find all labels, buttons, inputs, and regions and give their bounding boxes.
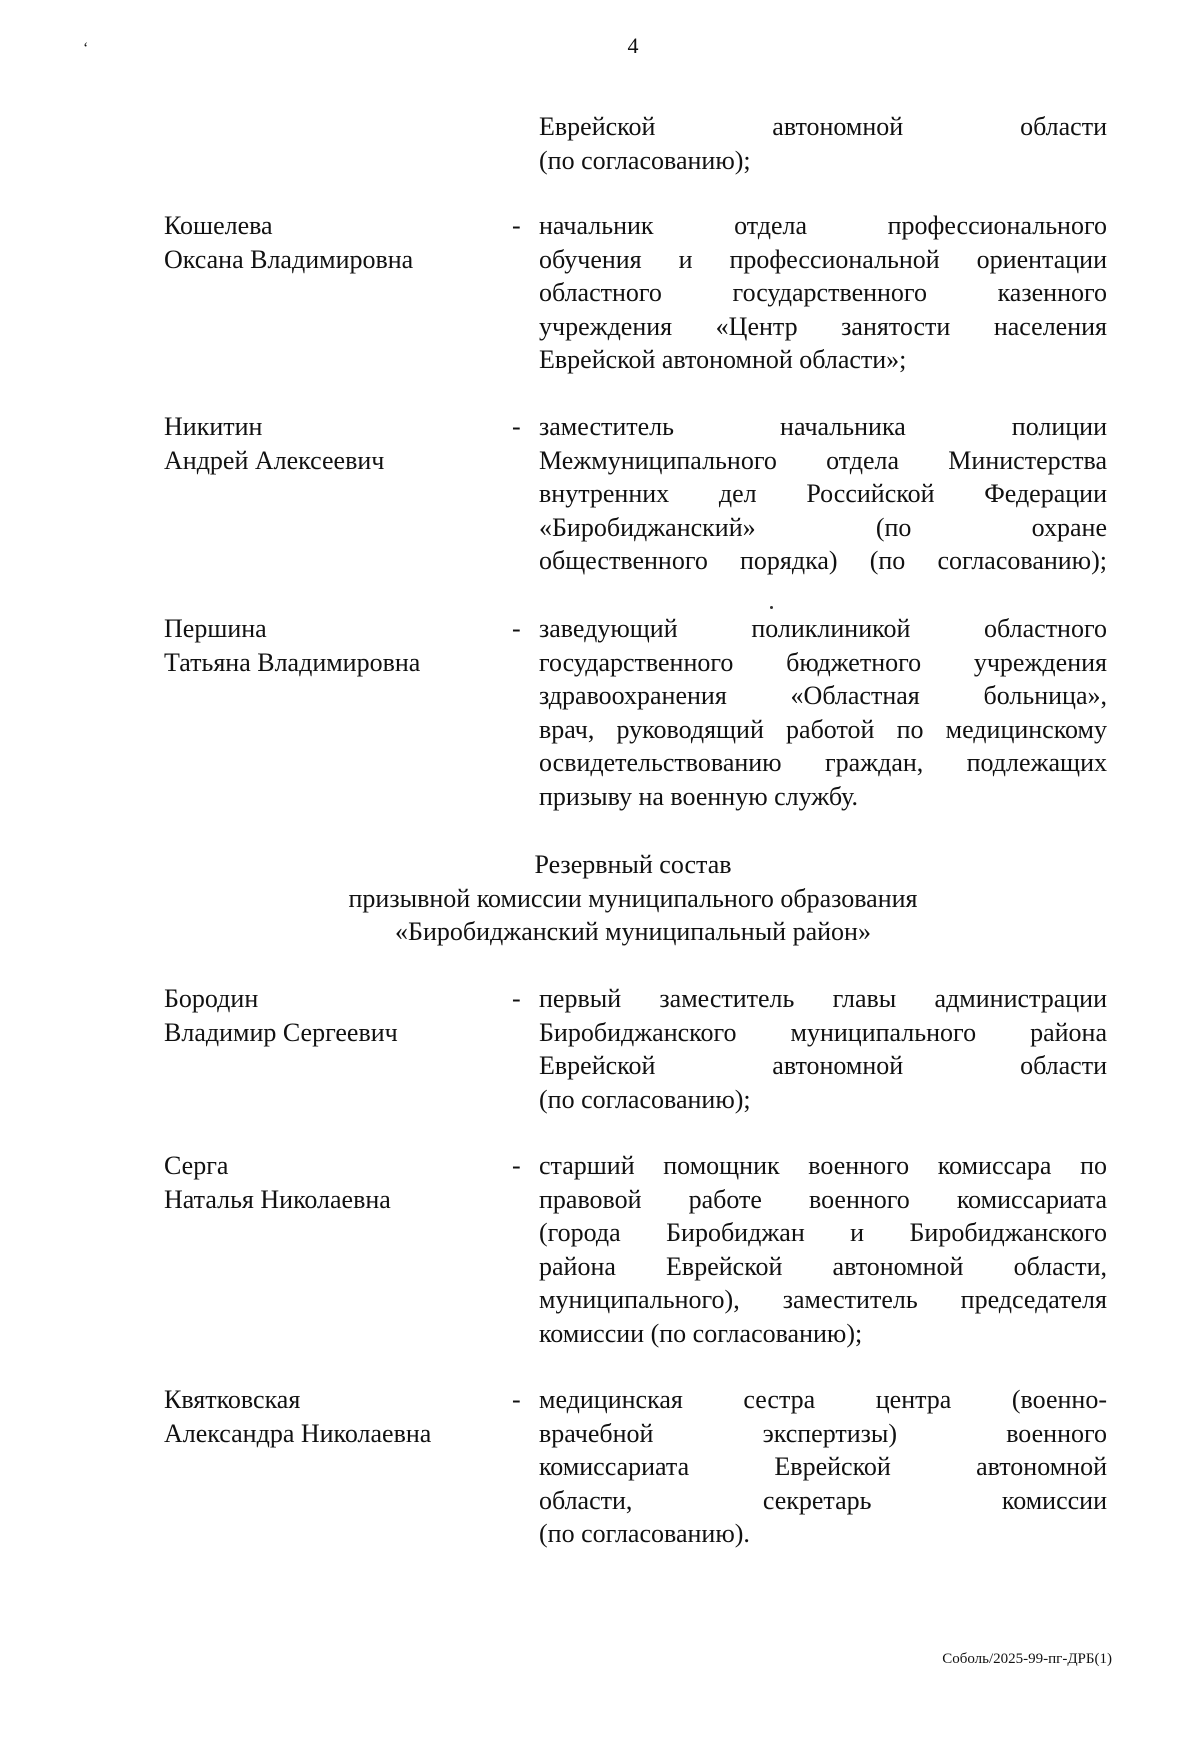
position-line: области, секретарь комиссии	[539, 1485, 1107, 1515]
member-name	[164, 1149, 504, 1216]
position-line: призыву на военную службу.	[539, 781, 859, 811]
position-line: Еврейской автономной области	[539, 1051, 1107, 1080]
page-number: 4	[627, 33, 639, 58]
member-given-names: Татьяна Владимировна	[164, 647, 421, 677]
position-line: медицинская сестра центра (военно-	[539, 1385, 1107, 1414]
member-name	[164, 410, 504, 477]
position-line: общественного порядка) (по согласованию);	[539, 546, 1107, 575]
member-dash: -	[512, 412, 521, 441]
member-given-names: Владимир Сергеевич	[164, 1017, 398, 1047]
position-line: (по согласованию);	[539, 1084, 751, 1114]
member-position	[539, 1149, 1107, 1350]
document-code: Соболь/2025-99-пг-ДРБ(1)	[942, 1651, 1112, 1667]
position-line: Еврейской автономной области»;	[539, 345, 907, 374]
position-line: здравоохранения «Областная больница»,	[539, 681, 1107, 710]
position-line: комиссии (по согласованию);	[539, 1318, 863, 1348]
member-position	[539, 1383, 1107, 1551]
position-line: областного государственного казенного	[539, 278, 1107, 307]
member-surname: Квятковская	[164, 1385, 301, 1414]
position-line: внутренних дел Российской Федерации	[539, 479, 1107, 508]
position-line: старший помощник военного комиссара по	[539, 1151, 1107, 1180]
member-surname: Кошелева	[164, 211, 273, 240]
member-position	[539, 982, 1107, 1116]
member-surname: Бородин	[164, 984, 259, 1013]
member-position	[539, 209, 1107, 377]
reserve-heading-line: призывной комиссии муниципального образования	[348, 883, 918, 913]
reserve-heading-line: Резервный состав	[534, 850, 732, 879]
position-line: Биробиджанского муниципального района	[539, 1017, 1107, 1047]
reserve-heading	[0, 848, 1200, 949]
member-surname: Никитин	[164, 412, 263, 441]
position-line: Межмуниципального отдела Министерства	[539, 445, 1107, 475]
intro-line: Еврейской автономной области	[539, 112, 1107, 141]
member-dash: -	[512, 1151, 521, 1180]
intro-fragment-text	[539, 110, 1107, 177]
member-surname: Першина	[164, 614, 267, 643]
scan-speck	[770, 606, 773, 609]
position-line: заведующий поликлиникой областного	[539, 614, 1107, 643]
member-given-names: Оксана Владимировна	[164, 244, 414, 274]
position-line: заместитель начальника полиции	[539, 412, 1107, 441]
position-line: врачебной экспертизы) военного	[539, 1418, 1107, 1448]
reserve-heading-line: «Биробиджанский муниципальный район»	[395, 917, 871, 946]
corner-mark: ‘	[83, 40, 89, 57]
position-line: первый заместитель главы администрации	[539, 984, 1107, 1013]
position-line: правовой работе военного комиссариата	[539, 1184, 1107, 1214]
position-line: (по согласованию).	[539, 1519, 750, 1548]
position-line: обучения и профессиональной ориентации	[539, 244, 1107, 274]
position-line: комиссариата Еврейской автономной	[539, 1452, 1107, 1481]
member-given-names: Наталья Николаевна	[164, 1184, 391, 1214]
member-dash: -	[512, 984, 521, 1013]
position-line: муниципального), заместитель председателя	[539, 1285, 1107, 1314]
member-position	[539, 612, 1107, 813]
position-line: государственного бюджетного учреждения	[539, 647, 1107, 677]
member-name	[164, 209, 504, 276]
member-dash: -	[512, 1385, 521, 1414]
member-name	[164, 1383, 504, 1450]
intro-line: (по согласованию);	[539, 145, 751, 175]
position-line: (города Биробиджан и Биробиджанского	[539, 1218, 1107, 1247]
member-name	[164, 612, 504, 679]
position-line: учреждения «Центр занятости населения	[539, 311, 1107, 341]
member-given-names: Андрей Алексеевич	[164, 445, 385, 475]
position-line: района Еврейской автономной области,	[539, 1251, 1107, 1281]
member-position	[539, 410, 1107, 578]
member-dash: -	[512, 211, 521, 240]
position-line: освидетельствованию граждан, подлежащих	[539, 748, 1107, 777]
position-line: «Биробиджанский» (по охране	[539, 512, 1107, 542]
position-line: врач, руководящий работой по медицинскому	[539, 714, 1107, 744]
member-name	[164, 982, 504, 1049]
position-line: начальник отдела профессионального	[539, 211, 1107, 240]
member-given-names: Александра Николаевна	[164, 1418, 432, 1448]
member-surname: Серга	[164, 1151, 229, 1180]
member-dash: -	[512, 614, 521, 643]
